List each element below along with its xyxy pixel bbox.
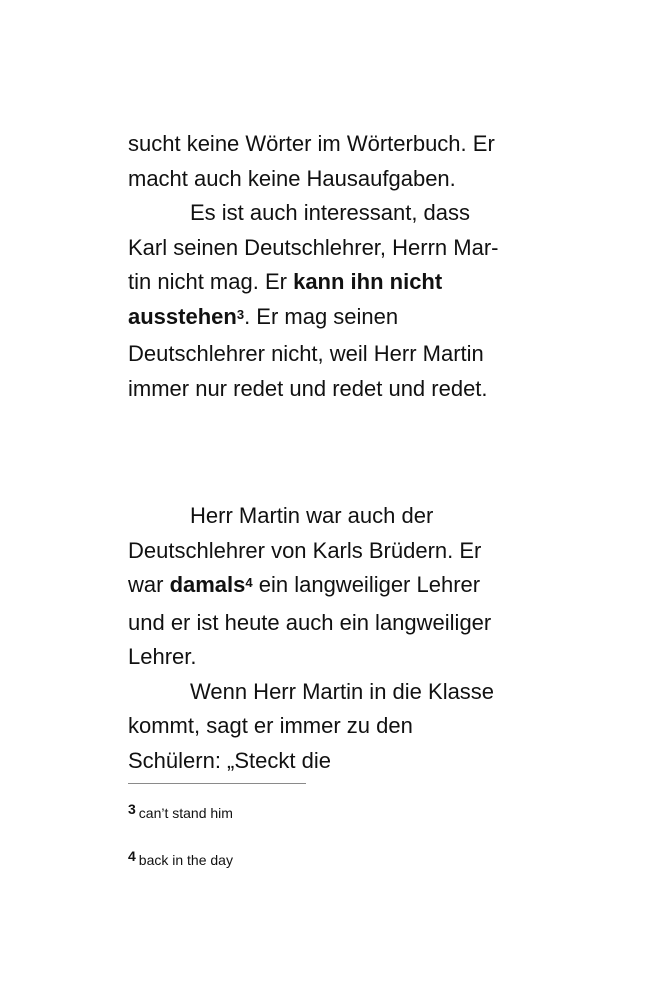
text-block-top [128, 127, 528, 406]
paragraph-line: immer nur redet und redet und redet. [128, 375, 488, 401]
paragraph-line: und er ist heute auch ein langweiliger [128, 609, 492, 635]
paragraph-line [128, 265, 528, 300]
vocab-term: ausstehen [128, 303, 237, 329]
paragraph-line: Herr Martin war auch der [190, 503, 434, 528]
text-block-bottom [128, 499, 528, 778]
paragraph-line: kommt, sagt er immer zu den [128, 713, 413, 738]
paragraph-line: Wenn Herr Martin in die Klasse [190, 678, 495, 704]
footnote-ref-4: 4 [245, 575, 253, 590]
paragraph-line: sucht keine Wörter im Wörterbuch. Er [128, 131, 495, 156]
footnote-4 [128, 848, 233, 869]
paragraph-line: Lehrer. [128, 644, 197, 669]
paragraph-line: macht auch keine Hausaufgaben. [128, 165, 456, 191]
vocab-term: kann ihn nicht [293, 269, 443, 294]
paragraph-line: Deutschlehrer nicht, weil Herr Martin [128, 341, 484, 366]
footnote-number: 4 [128, 848, 136, 864]
paragraph-line: Deutschlehrer von Karls Brüdern. Er [128, 537, 482, 563]
paragraph-line: Schülern: „Steckt die [128, 747, 331, 773]
footnote-ref-3: 3 [236, 306, 245, 322]
paragraph-line [128, 300, 528, 338]
footnote-text: back in the day [138, 852, 233, 868]
footnote-3 [128, 801, 233, 822]
footnote-number: 3 [128, 801, 136, 817]
vocab-term: damals [169, 572, 246, 597]
footnote-text: can’t stand him [138, 805, 233, 821]
line-text: war [128, 572, 170, 597]
footnote-divider [128, 783, 306, 784]
line-text: . Er mag seinen [244, 303, 399, 329]
paragraph-line: Es ist auch interessant, dass [190, 200, 471, 225]
paragraph-line: Karl seinen Deutschlehrer, Herrn Mar- [128, 234, 499, 260]
paragraph-line [128, 568, 528, 606]
line-text: ein langweiliger Lehrer [252, 572, 481, 597]
line-text: tin nicht mag. Er [128, 269, 294, 294]
